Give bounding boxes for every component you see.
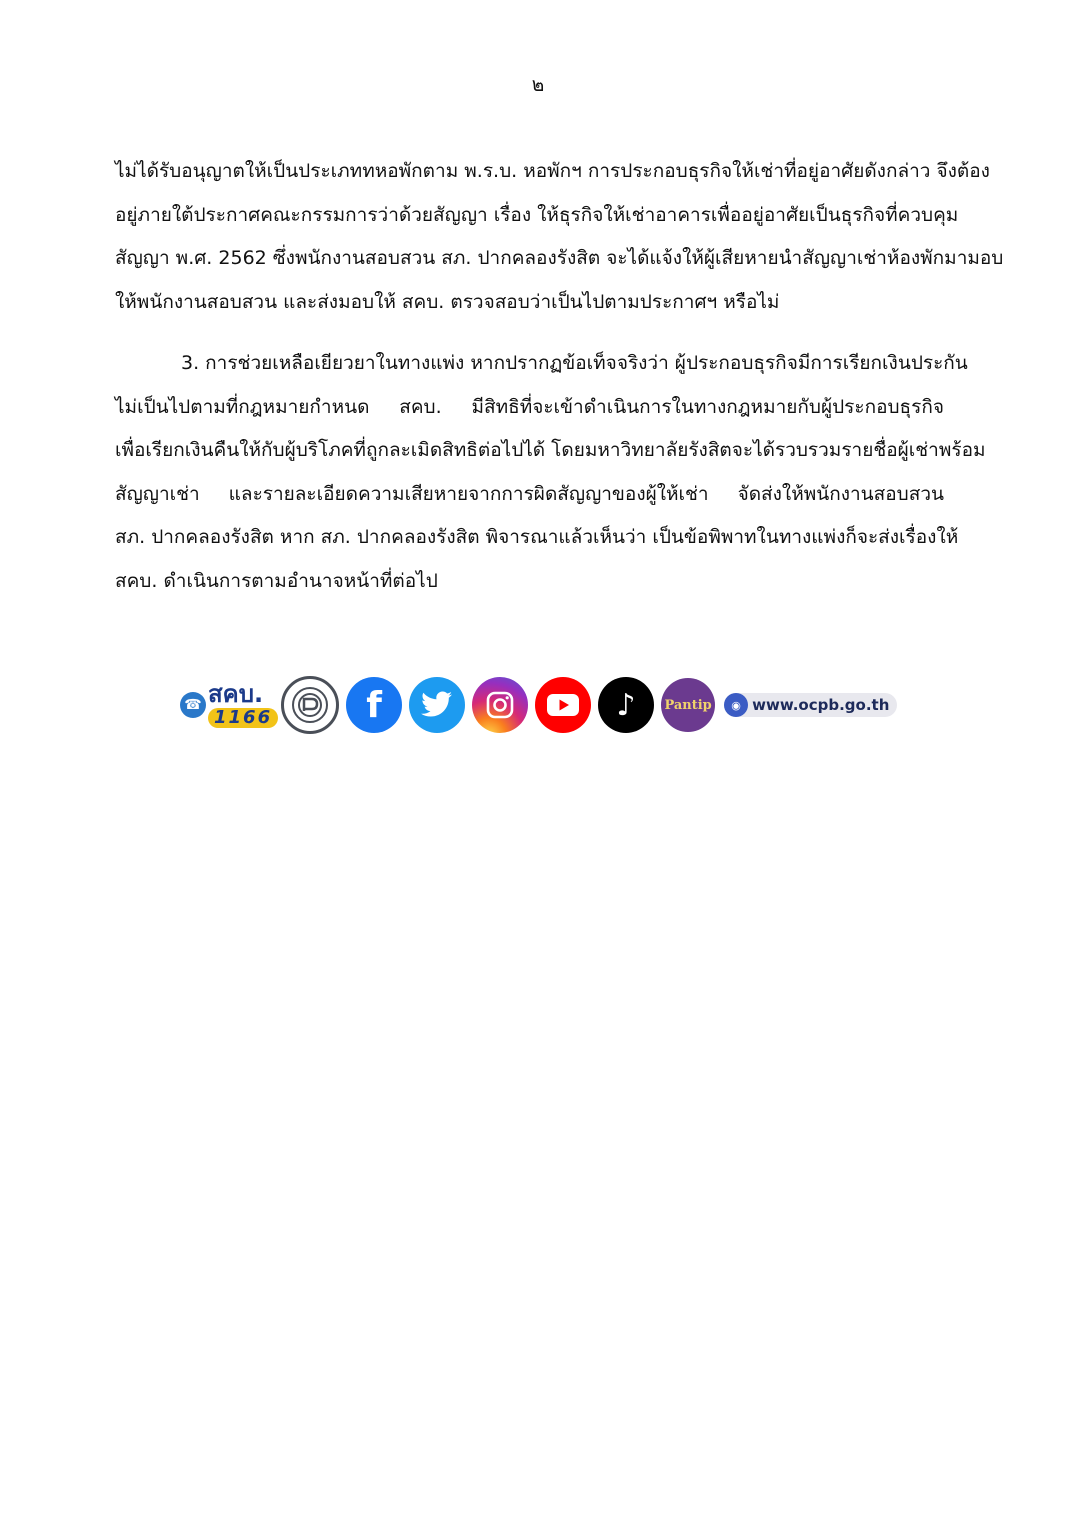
- globe-icon: ◉: [724, 693, 748, 717]
- social-footer: [180, 676, 897, 734]
- twitter-icon[interactable]: [409, 677, 465, 733]
- paragraph-line: สคบ. ดำเนินการตามอำนาจหน้าที่ต่อไป: [115, 569, 438, 592]
- paragraph-line: ให้พนักงานสอบสวน และส่งมอบให้ สคบ. ตรวจสอบว่าเป็นไปตามประกาศฯ หรือไม่: [115, 290, 780, 313]
- pantip-icon[interactable]: [661, 678, 715, 732]
- paragraph-line: 3. การช่วยเหลือเยียวยาในทางแพ่ง หากปรากฏข้อเท็จจริงว่า ผู้ประกอบธุรกิจมีการเรียกเงินประกัน: [181, 352, 968, 374]
- paragraph-line: สัญญา พ.ศ. 2562 ซึ่งพนักงานสอบสวน สภ. ปากคลองรังสิต จะได้แจ้งให้ผู้เสียหายนำสัญญาเช่าห้องพักมามอบ: [115, 247, 1004, 269]
- paragraph-line: ไม่ได้รับอนุญาตให้เป็นประเภททหอพักตาม พ.ร.บ. หอพักฯ การประกอบธุรกิจให้เช่าที่อยู่อาศัยดังกล่าว จึงต้อง: [115, 160, 990, 182]
- paragraph-line: ไม่เป็นไปตามที่กฎหมายกำหนด สคบ. มีสิทธิที่จะเข้าดำเนินการในทางกฎหมายกับผู้ประกอบธุรกิจ: [115, 395, 944, 418]
- ocpb-seal-icon[interactable]: [281, 676, 339, 734]
- tiktok-glyph: ♪: [616, 687, 636, 723]
- ocpb-hotline-logo[interactable]: [180, 682, 278, 728]
- brand-name: สคบ.: [208, 680, 264, 708]
- phone-icon: ☎: [180, 692, 206, 718]
- website-link[interactable]: [724, 693, 897, 717]
- paragraph-line: เพื่อเรียกเงินคืนให้กับผู้บริโภคที่ถูกละเมิดสิทธิต่อไปได้ โดยมหาวิทยาลัยรังสิตจะได้รวบรวมรายชื่อผู้เช่าพร้อม: [115, 439, 986, 461]
- hotline-number: 1166: [208, 708, 278, 728]
- pantip-label: Pantip: [664, 697, 712, 713]
- paragraph-line: สัญญาเช่า และรายละเอียดความเสียหายจากการผิดสัญญาของผู้ให้เช่า จัดส่งให้พนักงานสอบสวน: [115, 482, 944, 505]
- youtube-icon[interactable]: [535, 677, 591, 733]
- paragraph-2: [115, 342, 986, 603]
- facebook-icon[interactable]: [346, 677, 402, 733]
- paragraph-line: อยู่ภายใต้ประกาศคณะกรรมการว่าด้วยสัญญา เรื่อง ให้ธุรกิจให้เช่าอาคารเพื่ออยู่อาศัยเป็นธุรกิจที่ควบคุม: [115, 203, 959, 226]
- website-url: www.ocpb.go.th: [752, 696, 890, 714]
- instagram-icon[interactable]: [472, 677, 528, 733]
- facebook-glyph: f: [366, 684, 382, 726]
- paragraph-line: สภ. ปากคลองรังสิต หาก สภ. ปากคลองรังสิต พิจารณาแล้วเห็นว่า เป็นข้อพิพาทในทางแพ่งก็จะส่งเรื่องให้: [115, 526, 959, 548]
- page-number: ๒: [531, 74, 545, 96]
- tiktok-icon[interactable]: [598, 677, 654, 733]
- paragraph-1: [115, 150, 1004, 324]
